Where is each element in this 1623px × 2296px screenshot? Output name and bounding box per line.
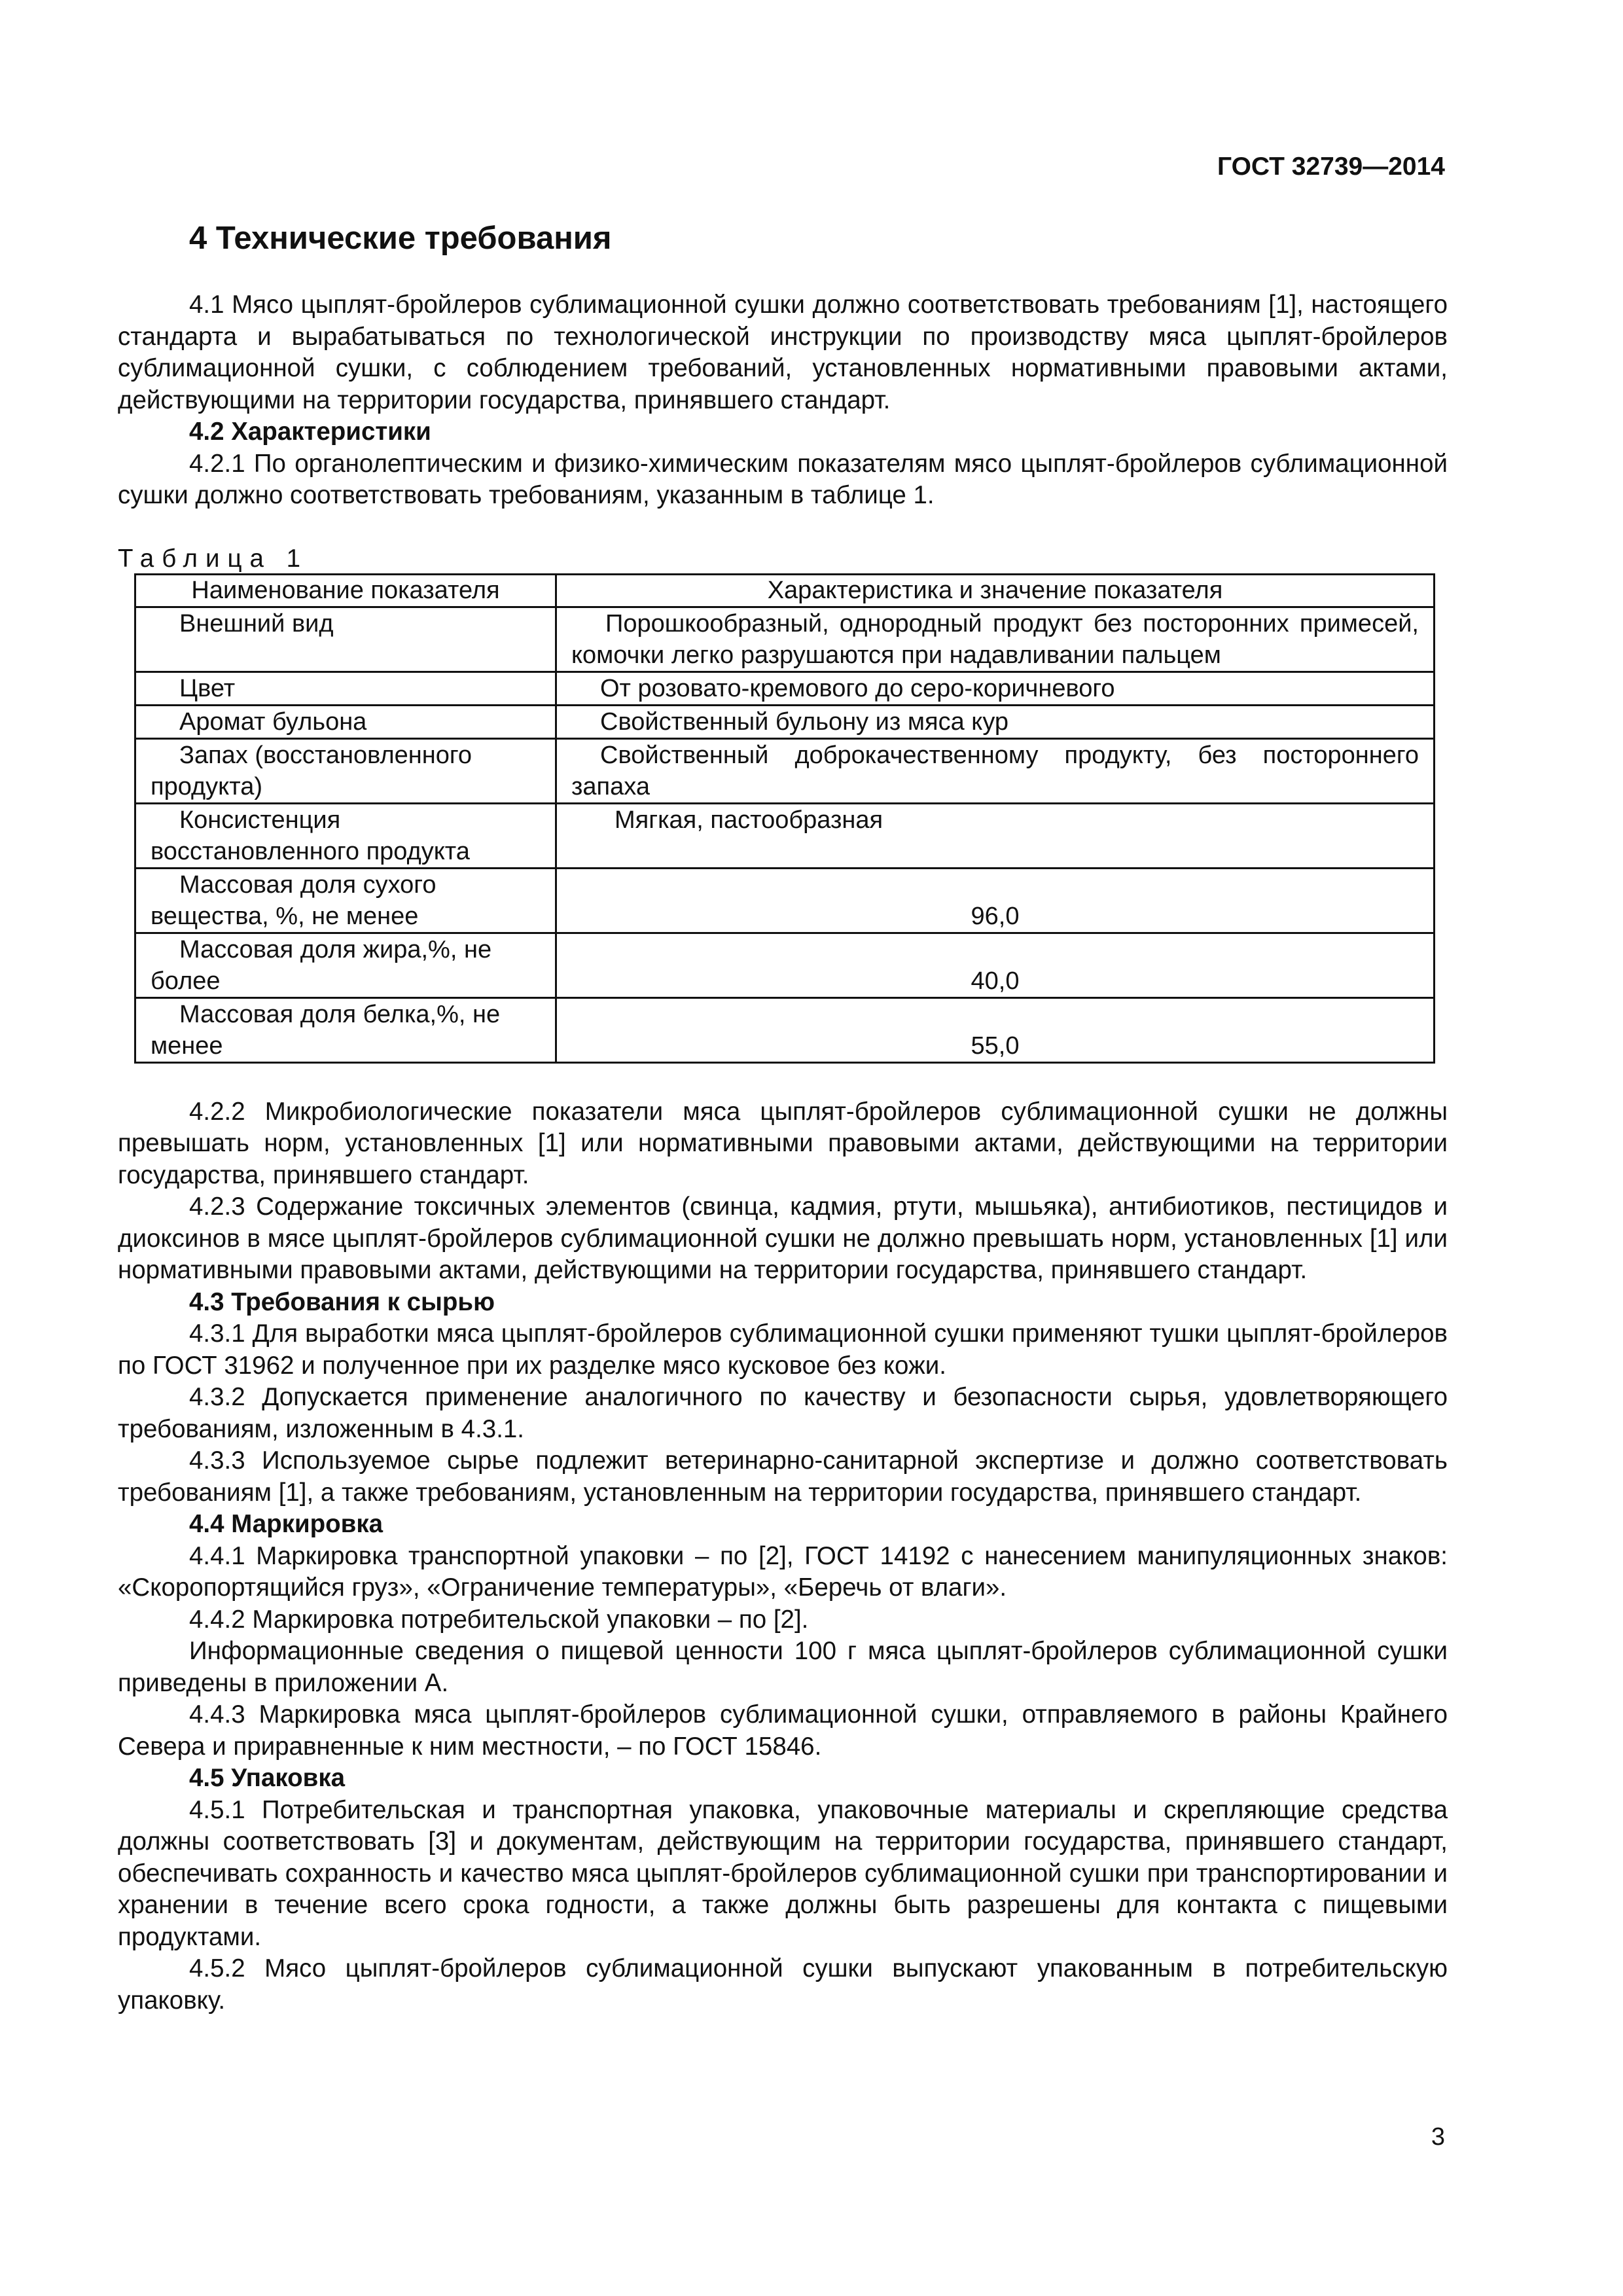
section-title: 4 Технические требования [189, 221, 612, 256]
cell-text: Массовая доля сухого вещества, %, не менее [151, 870, 437, 930]
paragraph-4-2-3: 4.2.3 Содержание токсичных элементов (свинца, кадмия, ртути, мышьяка), антибиотиков, пестицидов и диоксинов в мясе цыплят-бройлеров сублимационной сушки не должно превышать норм, установленных [1] или нормативными правовыми актами, действующими на территории государства, принявшего стандарт. [118, 1193, 1448, 1284]
table-cell-name [135, 933, 556, 997]
cell-text: Массовая доля белка,%, не менее [151, 1000, 501, 1060]
heading-4-4: 4.4 Маркировка [189, 1510, 383, 1538]
table-row [135, 672, 1435, 705]
table-row [135, 803, 1435, 868]
paragraph-4-4-2: 4.4.2 Маркировка потребительской упаковки – по [2]. [189, 1605, 809, 1634]
cell-text: От розовато-кремового до серо-коричневого [600, 674, 1115, 702]
table-row [135, 868, 1435, 933]
cell-text: Запах (восстановленного продукта) [151, 741, 473, 800]
heading-4-3: 4.3 Требования к сырью [189, 1287, 495, 1316]
table-cell-name [135, 868, 556, 933]
table-cell-value: 55,0 [556, 997, 1435, 1062]
table-cell-value [556, 672, 1435, 705]
table-row [135, 997, 1435, 1062]
paragraph-4-3-3: 4.3.3 Используемое сырье подлежит ветеринарно-санитарной экспертизе и должно соответствовать требованиям [1], а также требованиям, установленным на территории государства, принявшего стандарт. [118, 1446, 1448, 1507]
cell-text: Аромат бульона [179, 708, 367, 736]
table-cell-value [556, 803, 1435, 868]
paragraph-4-1: 4.1 Мясо цыплят-бройлеров сублимационной сушки должно соответствовать требованиям [1], настоящего стандарта и вырабатываться по технологической инструкции по производству мяса цыплят-бройлеров сублимационной сушки, с соблюдением требований, установленных нормативными правовыми актами, действующими на территории государства, принявшего стандарт. [118, 291, 1448, 414]
table-cell-name [135, 997, 556, 1062]
table-header-cell: Характеристика и значение показателя [556, 574, 1435, 607]
cell-text: Внешний вид [179, 609, 334, 637]
table-cell-value [556, 607, 1435, 672]
cell-text: Свойственный доброкачественному продукту, без постороннего запаха [571, 741, 1419, 800]
table-cell-value [556, 738, 1435, 803]
table-cell-name [135, 705, 556, 738]
table-row [135, 738, 1435, 803]
paragraph-4-4-1: 4.4.1 Маркировка транспортной упаковки – по [2], ГОСТ 14192 с нанесением манипуляционных знаков: «Скоропортящийся груз», «Ограничение температуры», «Беречь от влаги». [118, 1541, 1448, 1602]
table-cell-name [135, 738, 556, 803]
table-header-cell: Наименование показателя [135, 574, 556, 607]
paragraph-4-3-1: 4.3.1 Для выработки мяса цыплят-бройлеров сублимационной сушки применяют тушки цыплят-бройлеров по ГОСТ 31962 и полученное при их разделке мясо кусковое без кожи. [118, 1319, 1448, 1380]
page-content [118, 213, 1448, 2017]
paragraph-4-3-2: 4.3.2 Допускается применение аналогичного по качеству и безопасности сырья, удовлетворяющего требованиям, изложенным в 4.3.1. [118, 1383, 1448, 1443]
table-cell-name [135, 607, 556, 672]
table-row [135, 933, 1435, 997]
table-cell-name [135, 803, 556, 868]
table-row [135, 607, 1435, 672]
cell-text: Цвет [179, 674, 236, 702]
table-cell-value: 40,0 [556, 933, 1435, 997]
heading-4-5: 4.5 Упаковка [189, 1764, 345, 1792]
cell-text: Мягкая, пастообразная [615, 806, 883, 834]
cell-text: Консистенция восстановленного продукта [151, 806, 470, 865]
paragraph-4-5-2: 4.5.2 Мясо цыплят-бройлеров сублимационной сушки выпускают упакованным в потребительскую упаковку. [118, 1954, 1448, 2015]
paragraph-4-5-1: 4.5.1 Потребительская и транспортная упаковка, упаковочные материалы и скрепляющие средства должны соответствовать [3] и документам, действующим на территории государства, принявшего стандарт, обеспечивать сохранность и качество мяса цыплят-бройлеров сублимационной сушки при транспортировании и хранении в течение всего срока годности, а также должны быть разрешены для контакта с пищевыми продуктами. [118, 1795, 1448, 1951]
paragraph-4-2-1: 4.2.1 По органолептическим и физико-химическим показателям мясо цыплят-бройлеров сублимационной сушки должно соответствовать требованиям, указанным в таблице 1. [118, 449, 1448, 509]
paragraph-4-2-2: 4.2.2 Микробиологические показатели мяса цыплят-бройлеров сублимационной сушки не должны превышать норм, установленных [1] или нормативными правовыми актами, действующими на территории государства, принявшего стандарт. [118, 1097, 1448, 1189]
table-row [135, 705, 1435, 738]
table-cell-value: 96,0 [556, 868, 1435, 933]
document-id: ГОСТ 32739—2014 [1217, 152, 1445, 181]
table-header-row [135, 574, 1435, 607]
table-cell-value [556, 705, 1435, 738]
table-cell-name [135, 672, 556, 705]
cell-text: Свойственный бульону из мяса кур [600, 708, 1009, 736]
paragraph-4-4-2-info: Информационные сведения о пищевой ценности 100 г мяса цыплят-бройлеров сублимационной сушки приведены в приложении А. [118, 1637, 1448, 1697]
cell-text: Массовая доля жира,%, не более [151, 935, 492, 995]
requirements-table [134, 573, 1435, 1064]
table-caption: Таблица 1 [118, 544, 309, 573]
page-number: 3 [1431, 2123, 1445, 2151]
paragraph-4-4-3: 4.4.3 Маркировка мяса цыплят-бройлеров сублимационной сушки, отправляемого в районы Крайнего Севера и приравненные к ним местности, – по ГОСТ 15846. [118, 1700, 1448, 1761]
heading-4-2: 4.2 Характеристики [189, 418, 431, 446]
cell-text: Порошкообразный, однородный продукт без посторонних примесей, комочки легко разрушаются при надавливании пальцем [571, 609, 1419, 669]
